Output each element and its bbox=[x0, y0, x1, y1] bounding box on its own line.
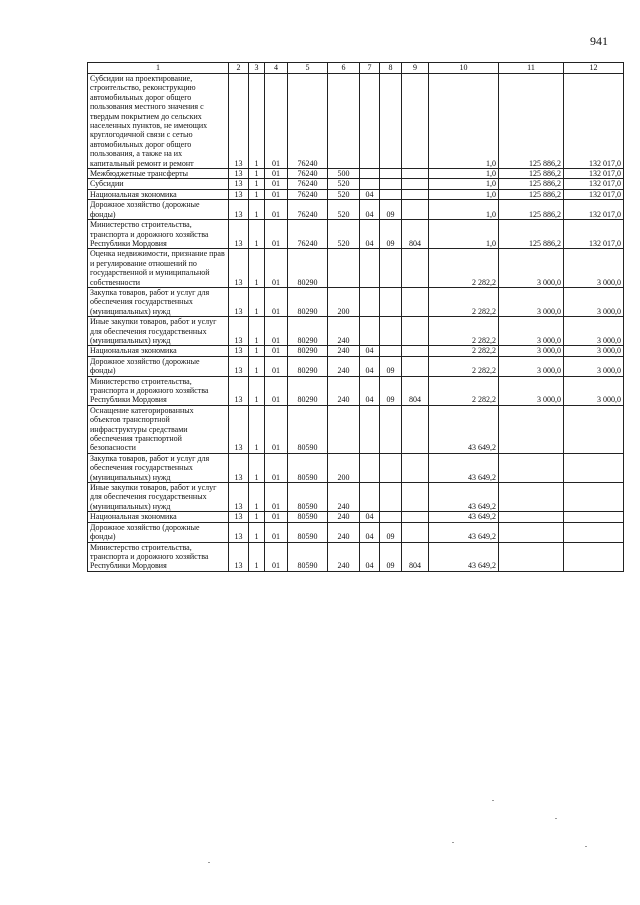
row-value-cell: 80290 bbox=[288, 376, 328, 405]
row-value-cell bbox=[564, 542, 624, 571]
row-value-cell: 520 bbox=[328, 220, 360, 249]
row-value-cell: 80290 bbox=[288, 346, 328, 356]
row-value-cell: 240 bbox=[328, 356, 360, 376]
row-value-cell bbox=[402, 522, 429, 542]
row-value-cell: 1 bbox=[249, 542, 265, 571]
row-value-cell: 04 bbox=[360, 220, 380, 249]
header-cell: 11 bbox=[499, 63, 564, 74]
row-value-cell: 76240 bbox=[288, 169, 328, 179]
row-value-cell: 1 bbox=[249, 249, 265, 288]
row-value-cell: 132 017,0 bbox=[564, 74, 624, 169]
header-cell: 4 bbox=[265, 63, 288, 74]
row-value-cell: 01 bbox=[265, 522, 288, 542]
row-value-cell: 1 bbox=[249, 287, 265, 316]
row-value-cell bbox=[564, 453, 624, 482]
table-row bbox=[88, 317, 624, 346]
row-value-cell: 2 282,2 bbox=[429, 287, 499, 316]
row-value-cell bbox=[380, 453, 402, 482]
table-row bbox=[88, 346, 624, 356]
row-value-cell: 125 886,2 bbox=[499, 179, 564, 189]
row-value-cell: 80590 bbox=[288, 522, 328, 542]
row-value-cell bbox=[360, 405, 380, 453]
header-cell: 3 bbox=[249, 63, 265, 74]
row-value-cell: 04 bbox=[360, 522, 380, 542]
row-value-cell: 1,0 bbox=[429, 74, 499, 169]
row-value-cell: 1,0 bbox=[429, 220, 499, 249]
row-value-cell: 1 bbox=[249, 453, 265, 482]
row-name-cell: Иные закупки товаров, работ и услуг для обеспечения государственных (муниципальных) нужд bbox=[88, 317, 229, 346]
row-value-cell: 200 bbox=[328, 287, 360, 316]
row-value-cell: 76240 bbox=[288, 189, 328, 199]
row-name-cell: Субсидии bbox=[88, 179, 229, 189]
row-value-cell: 132 017,0 bbox=[564, 220, 624, 249]
row-value-cell: 43 649,2 bbox=[429, 522, 499, 542]
row-value-cell bbox=[564, 405, 624, 453]
row-value-cell: 520 bbox=[328, 179, 360, 189]
row-value-cell bbox=[380, 483, 402, 512]
row-value-cell: 3 000,0 bbox=[564, 376, 624, 405]
row-value-cell: 3 000,0 bbox=[499, 376, 564, 405]
row-name-cell: Дорожное хозяйство (дорожные фонды) bbox=[88, 522, 229, 542]
row-value-cell bbox=[402, 405, 429, 453]
row-value-cell: 04 bbox=[360, 542, 380, 571]
row-value-cell: 80590 bbox=[288, 405, 328, 453]
row-value-cell: 1 bbox=[249, 405, 265, 453]
row-value-cell: 13 bbox=[229, 512, 249, 522]
row-value-cell bbox=[328, 405, 360, 453]
row-value-cell: 132 017,0 bbox=[564, 189, 624, 199]
row-value-cell bbox=[380, 287, 402, 316]
row-value-cell: 80590 bbox=[288, 542, 328, 571]
row-value-cell: 09 bbox=[380, 200, 402, 220]
row-value-cell: 3 000,0 bbox=[564, 287, 624, 316]
table-row bbox=[88, 200, 624, 220]
row-value-cell: 13 bbox=[229, 522, 249, 542]
row-value-cell: 04 bbox=[360, 346, 380, 356]
row-value-cell: 01 bbox=[265, 317, 288, 346]
row-value-cell: 804 bbox=[402, 542, 429, 571]
row-name-cell: Национальная экономика bbox=[88, 189, 229, 199]
row-value-cell: 1,0 bbox=[429, 179, 499, 189]
row-value-cell bbox=[360, 74, 380, 169]
row-value-cell: 1 bbox=[249, 220, 265, 249]
row-value-cell: 3 000,0 bbox=[499, 287, 564, 316]
row-value-cell: 3 000,0 bbox=[499, 356, 564, 376]
row-value-cell: 01 bbox=[265, 249, 288, 288]
header-cell: 1 bbox=[88, 63, 229, 74]
row-value-cell bbox=[380, 249, 402, 288]
row-value-cell: 01 bbox=[265, 405, 288, 453]
row-value-cell bbox=[380, 346, 402, 356]
row-value-cell: 01 bbox=[265, 356, 288, 376]
row-value-cell bbox=[499, 512, 564, 522]
row-value-cell bbox=[360, 169, 380, 179]
row-value-cell: 76240 bbox=[288, 179, 328, 189]
row-value-cell bbox=[499, 453, 564, 482]
row-value-cell: 3 000,0 bbox=[499, 317, 564, 346]
row-value-cell bbox=[402, 169, 429, 179]
row-value-cell: 80290 bbox=[288, 317, 328, 346]
row-value-cell: 01 bbox=[265, 220, 288, 249]
row-value-cell: 2 282,2 bbox=[429, 376, 499, 405]
row-value-cell: 09 bbox=[380, 522, 402, 542]
row-value-cell bbox=[402, 512, 429, 522]
row-value-cell bbox=[360, 287, 380, 316]
row-value-cell: 43 649,2 bbox=[429, 542, 499, 571]
row-value-cell: 13 bbox=[229, 179, 249, 189]
row-value-cell: 2 282,2 bbox=[429, 346, 499, 356]
row-value-cell: 04 bbox=[360, 200, 380, 220]
row-value-cell: 1 bbox=[249, 74, 265, 169]
table-row bbox=[88, 287, 624, 316]
row-value-cell: 43 649,2 bbox=[429, 483, 499, 512]
row-value-cell bbox=[380, 179, 402, 189]
row-value-cell bbox=[402, 483, 429, 512]
row-value-cell bbox=[380, 189, 402, 199]
row-value-cell bbox=[402, 453, 429, 482]
row-value-cell bbox=[402, 200, 429, 220]
row-value-cell bbox=[380, 169, 402, 179]
row-value-cell: 200 bbox=[328, 453, 360, 482]
table-row bbox=[88, 405, 624, 453]
row-value-cell: 13 bbox=[229, 189, 249, 199]
row-value-cell: 80290 bbox=[288, 356, 328, 376]
table-row bbox=[88, 74, 624, 169]
row-value-cell: 13 bbox=[229, 346, 249, 356]
header-cell: 5 bbox=[288, 63, 328, 74]
row-value-cell: 01 bbox=[265, 512, 288, 522]
row-value-cell: 3 000,0 bbox=[499, 346, 564, 356]
table-row bbox=[88, 179, 624, 189]
row-value-cell: 43 649,2 bbox=[429, 453, 499, 482]
row-value-cell: 240 bbox=[328, 376, 360, 405]
row-value-cell: 80590 bbox=[288, 512, 328, 522]
row-value-cell: 01 bbox=[265, 542, 288, 571]
row-value-cell: 01 bbox=[265, 169, 288, 179]
row-value-cell: 09 bbox=[380, 220, 402, 249]
row-value-cell bbox=[499, 522, 564, 542]
row-value-cell: 80590 bbox=[288, 453, 328, 482]
row-value-cell bbox=[380, 74, 402, 169]
budget-table bbox=[87, 62, 624, 572]
row-value-cell: 1,0 bbox=[429, 200, 499, 220]
row-value-cell: 1,0 bbox=[429, 189, 499, 199]
row-value-cell: 76240 bbox=[288, 74, 328, 169]
row-value-cell: 13 bbox=[229, 356, 249, 376]
row-value-cell: 125 886,2 bbox=[499, 169, 564, 179]
row-value-cell: 09 bbox=[380, 356, 402, 376]
table-row bbox=[88, 169, 624, 179]
row-value-cell: 13 bbox=[229, 249, 249, 288]
row-value-cell: 240 bbox=[328, 317, 360, 346]
row-value-cell bbox=[402, 287, 429, 316]
row-value-cell: 1 bbox=[249, 200, 265, 220]
row-name-cell: Закупка товаров, работ и услуг для обеспечения государственных (муниципальных) нужд bbox=[88, 453, 229, 482]
row-value-cell: 125 886,2 bbox=[499, 189, 564, 199]
row-value-cell bbox=[499, 405, 564, 453]
row-value-cell: 01 bbox=[265, 453, 288, 482]
row-value-cell: 80590 bbox=[288, 483, 328, 512]
row-name-cell: Оснащение категорированных объектов транспортной инфраструктуры средствами обеспечения транспортной безопасности bbox=[88, 405, 229, 453]
row-name-cell: Дорожное хозяйство (дорожные фонды) bbox=[88, 356, 229, 376]
table-row bbox=[88, 512, 624, 522]
row-value-cell bbox=[402, 179, 429, 189]
row-value-cell: 01 bbox=[265, 200, 288, 220]
table-row bbox=[88, 453, 624, 482]
row-value-cell: 13 bbox=[229, 74, 249, 169]
row-value-cell: 01 bbox=[265, 189, 288, 199]
row-value-cell: 13 bbox=[229, 200, 249, 220]
row-value-cell bbox=[402, 317, 429, 346]
row-value-cell: 132 017,0 bbox=[564, 169, 624, 179]
header-cell: 6 bbox=[328, 63, 360, 74]
row-name-cell: Национальная экономика bbox=[88, 512, 229, 522]
table-row bbox=[88, 522, 624, 542]
row-value-cell bbox=[380, 512, 402, 522]
row-value-cell: 3 000,0 bbox=[564, 356, 624, 376]
row-value-cell bbox=[402, 249, 429, 288]
row-value-cell bbox=[402, 346, 429, 356]
table-row bbox=[88, 542, 624, 571]
row-value-cell: 01 bbox=[265, 483, 288, 512]
row-value-cell: 2 282,2 bbox=[429, 249, 499, 288]
row-value-cell: 43 649,2 bbox=[429, 512, 499, 522]
header-cell: 7 bbox=[360, 63, 380, 74]
row-value-cell: 80290 bbox=[288, 287, 328, 316]
row-value-cell: 04 bbox=[360, 512, 380, 522]
row-name-cell: Закупка товаров, работ и услуг для обеспечения государственных (муниципальных) нужд bbox=[88, 287, 229, 316]
row-value-cell: 520 bbox=[328, 200, 360, 220]
row-value-cell bbox=[380, 405, 402, 453]
row-value-cell: 240 bbox=[328, 483, 360, 512]
header-row bbox=[88, 63, 624, 74]
row-value-cell bbox=[360, 179, 380, 189]
row-value-cell: 1 bbox=[249, 522, 265, 542]
row-value-cell: 01 bbox=[265, 376, 288, 405]
row-value-cell: 13 bbox=[229, 542, 249, 571]
row-value-cell: 2 282,2 bbox=[429, 317, 499, 346]
row-value-cell: 125 886,2 bbox=[499, 220, 564, 249]
row-value-cell: 1 bbox=[249, 179, 265, 189]
row-value-cell bbox=[402, 356, 429, 376]
row-value-cell: 76240 bbox=[288, 200, 328, 220]
row-value-cell: 2 282,2 bbox=[429, 356, 499, 376]
row-value-cell: 13 bbox=[229, 376, 249, 405]
row-value-cell: 240 bbox=[328, 512, 360, 522]
row-name-cell: Иные закупки товаров, работ и услуг для обеспечения государственных (муниципальных) нужд bbox=[88, 483, 229, 512]
row-value-cell: 240 bbox=[328, 346, 360, 356]
row-value-cell: 132 017,0 bbox=[564, 179, 624, 189]
row-name-cell: Субсидии на проектирование, строительство, реконструкцию автомобильных дорог общего пользования местного значения с твердым покрытием до сельских населенных пунктов, не имеющих круглогодичной связи с сетью автомобильных дорог общего пользования, а также на их капитальный ремонт и ремонт bbox=[88, 74, 229, 169]
table-row bbox=[88, 249, 624, 288]
row-name-cell: Министерство строительства, транспорта и дорожного хозяйства Республики Мордовия bbox=[88, 542, 229, 571]
row-value-cell: 04 bbox=[360, 189, 380, 199]
row-value-cell: 240 bbox=[328, 522, 360, 542]
table-row bbox=[88, 189, 624, 199]
row-value-cell: 13 bbox=[229, 220, 249, 249]
row-value-cell bbox=[328, 74, 360, 169]
table-row bbox=[88, 376, 624, 405]
row-value-cell: 1 bbox=[249, 169, 265, 179]
row-value-cell: 1 bbox=[249, 346, 265, 356]
row-value-cell: 01 bbox=[265, 179, 288, 189]
row-value-cell: 13 bbox=[229, 453, 249, 482]
header-cell: 8 bbox=[380, 63, 402, 74]
row-value-cell: 804 bbox=[402, 220, 429, 249]
page-number: 941 bbox=[590, 34, 608, 48]
row-value-cell bbox=[328, 249, 360, 288]
row-value-cell: 1 bbox=[249, 512, 265, 522]
row-value-cell: 500 bbox=[328, 169, 360, 179]
row-name-cell: Министерство строительства, транспорта и дорожного хозяйства Республики Мордовия bbox=[88, 376, 229, 405]
row-value-cell: 1 bbox=[249, 376, 265, 405]
row-value-cell: 01 bbox=[265, 346, 288, 356]
row-value-cell: 04 bbox=[360, 356, 380, 376]
row-value-cell bbox=[564, 522, 624, 542]
row-value-cell: 01 bbox=[265, 74, 288, 169]
row-value-cell bbox=[360, 249, 380, 288]
row-value-cell bbox=[402, 189, 429, 199]
row-value-cell: 1,0 bbox=[429, 169, 499, 179]
row-value-cell: 13 bbox=[229, 483, 249, 512]
row-value-cell bbox=[499, 483, 564, 512]
table-row bbox=[88, 356, 624, 376]
row-value-cell: 132 017,0 bbox=[564, 200, 624, 220]
row-name-cell: Министерство строительства, транспорта и дорожного хозяйства Республики Мордовия bbox=[88, 220, 229, 249]
header-cell: 10 bbox=[429, 63, 499, 74]
row-value-cell bbox=[564, 483, 624, 512]
row-value-cell bbox=[564, 512, 624, 522]
row-value-cell: 125 886,2 bbox=[499, 74, 564, 169]
row-value-cell: 09 bbox=[380, 542, 402, 571]
row-value-cell: 3 000,0 bbox=[564, 317, 624, 346]
row-name-cell: Дорожное хозяйство (дорожные фонды) bbox=[88, 200, 229, 220]
row-value-cell: 3 000,0 bbox=[564, 346, 624, 356]
row-value-cell: 1 bbox=[249, 483, 265, 512]
row-value-cell: 01 bbox=[265, 287, 288, 316]
row-value-cell bbox=[380, 317, 402, 346]
row-value-cell: 13 bbox=[229, 287, 249, 316]
row-value-cell bbox=[360, 453, 380, 482]
row-value-cell: 76240 bbox=[288, 220, 328, 249]
row-value-cell: 125 886,2 bbox=[499, 200, 564, 220]
row-value-cell bbox=[360, 483, 380, 512]
row-value-cell bbox=[499, 542, 564, 571]
table-row bbox=[88, 483, 624, 512]
row-value-cell: 240 bbox=[328, 542, 360, 571]
row-value-cell: 3 000,0 bbox=[499, 249, 564, 288]
header-cell: 12 bbox=[564, 63, 624, 74]
row-name-cell: Национальная экономика bbox=[88, 346, 229, 356]
row-value-cell: 13 bbox=[229, 405, 249, 453]
table-row bbox=[88, 220, 624, 249]
row-value-cell: 09 bbox=[380, 376, 402, 405]
row-value-cell: 80290 bbox=[288, 249, 328, 288]
row-name-cell: Оценка недвижимости, признание прав и регулирование отношений по государственной и муниципальной собственности bbox=[88, 249, 229, 288]
row-value-cell: 804 bbox=[402, 376, 429, 405]
row-value-cell bbox=[402, 74, 429, 169]
row-value-cell bbox=[360, 317, 380, 346]
row-value-cell: 04 bbox=[360, 376, 380, 405]
row-name-cell: Межбюджетные трансферты bbox=[88, 169, 229, 179]
row-value-cell: 1 bbox=[249, 189, 265, 199]
header-cell: 2 bbox=[229, 63, 249, 74]
row-value-cell: 1 bbox=[249, 317, 265, 346]
header-cell: 9 bbox=[402, 63, 429, 74]
row-value-cell: 13 bbox=[229, 317, 249, 346]
row-value-cell: 520 bbox=[328, 189, 360, 199]
row-value-cell: 43 649,2 bbox=[429, 405, 499, 453]
row-value-cell: 13 bbox=[229, 169, 249, 179]
row-value-cell: 1 bbox=[249, 356, 265, 376]
row-value-cell: 3 000,0 bbox=[564, 249, 624, 288]
